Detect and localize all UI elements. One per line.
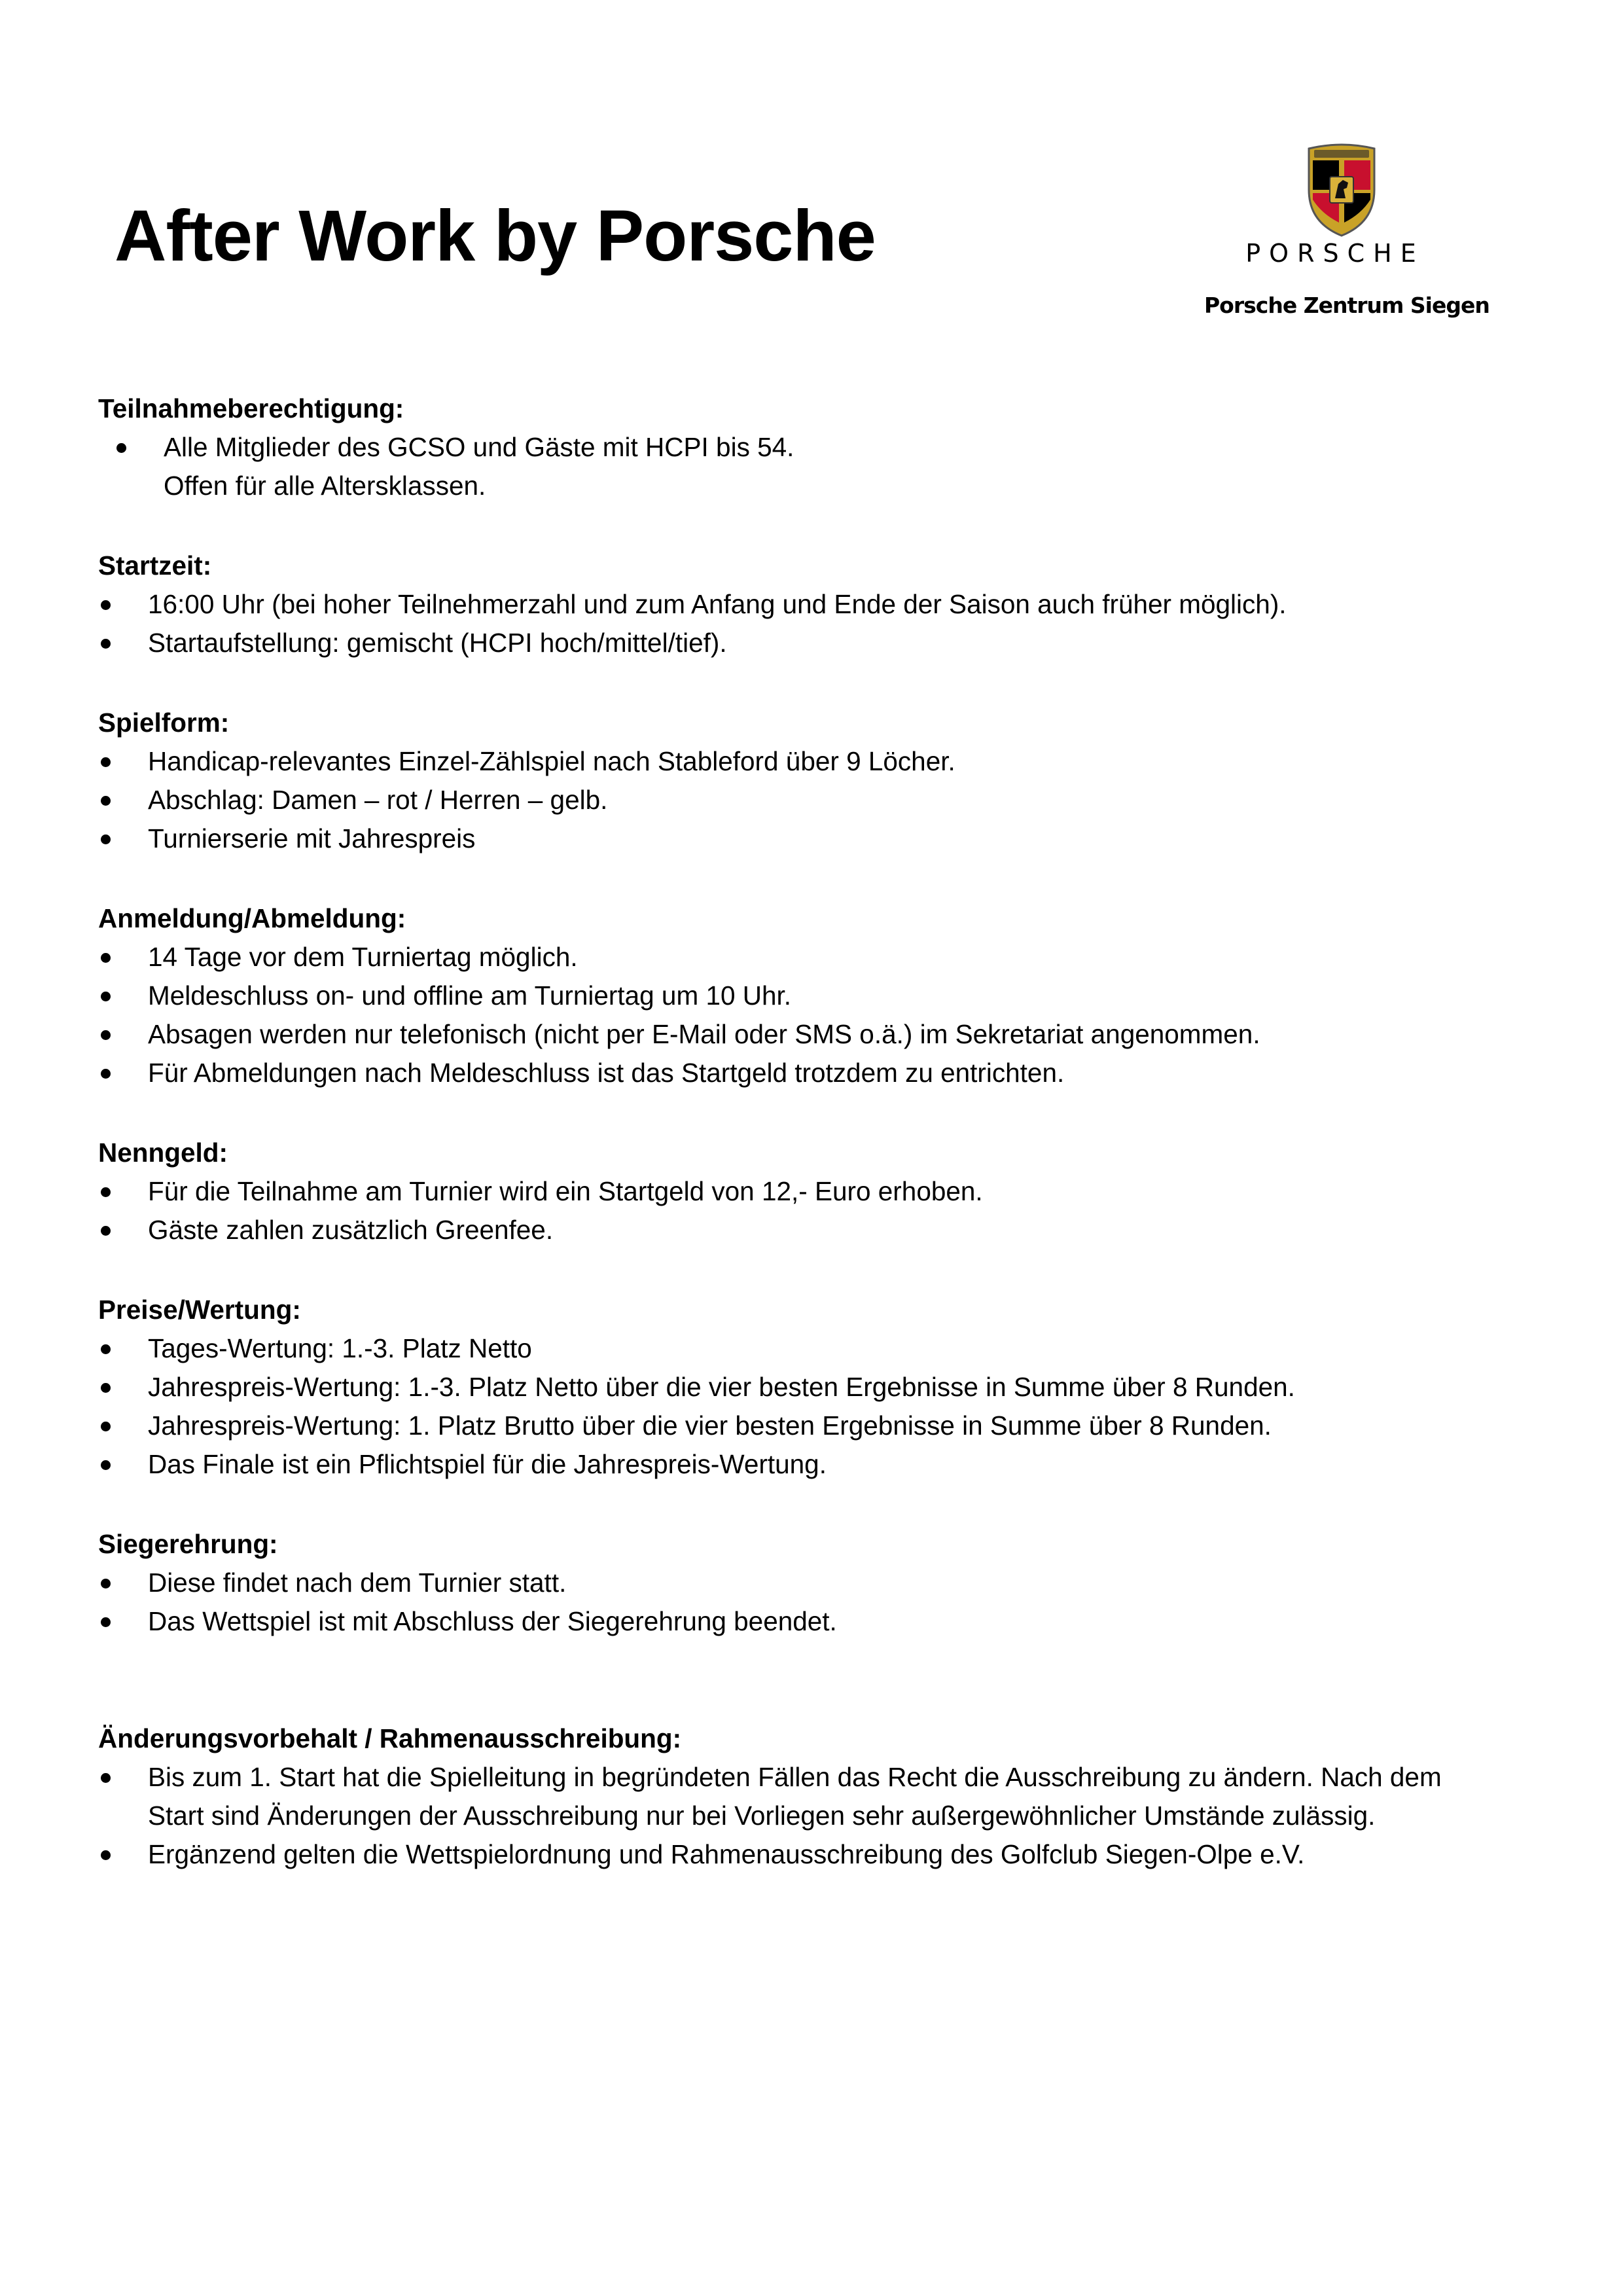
section (98, 547, 1525, 662)
list-item-text: Ergänzend gelten die Wettspielordnung und Rahmenausschreibung des Golfclub Siegen-Olpe e.V. (148, 1839, 1305, 1869)
list-item (98, 1054, 1525, 1092)
bullet-list (98, 742, 1525, 858)
dealer-name: Porsche Zentrum Siegen (1204, 293, 1489, 318)
list-item (98, 938, 1525, 977)
list-item-text: Tages-Wertung: 1.-3. Platz Netto (148, 1333, 532, 1363)
section (98, 1525, 1525, 1641)
section-heading: Startzeit: (98, 550, 212, 581)
list-item-text: Turnierserie mit Jahrespreis (148, 823, 476, 853)
section-heading: Spielform: (98, 708, 230, 738)
list-item-text: Jahrespreis-Wertung: 1.-3. Platz Netto über die vier besten Ergebnisse in Summe über 8 Runden. (148, 1372, 1295, 1402)
list-item-text: Absagen werden nur telefonisch (nicht per E-Mail oder SMS o.ä.) im Sekretariat angenommen. (148, 1019, 1260, 1049)
section-heading: Teilnahmeberechtigung: (98, 393, 404, 423)
list-item-text: Diese findet nach dem Turnier statt. (148, 1568, 567, 1598)
section-heading: Anmeldung/Abmeldung: (98, 903, 406, 933)
list-item-text: Start sind Änderungen der Ausschreibung nur bei Vorliegen sehr außergewöhnlicher Umstände zulässig. (148, 1801, 1376, 1831)
section (98, 1719, 1525, 1874)
list-item-text: Abschlag: Damen – rot / Herren – gelb. (148, 785, 608, 815)
list-item (98, 1368, 1525, 1407)
porsche-wordmark: PORSCHE (1245, 239, 1425, 268)
list-item-text: Alle Mitglieder des GCSO und Gäste mit HCPI bis 54. (164, 432, 794, 462)
list-item-text: Gäste zahlen zusätzlich Greenfee. (148, 1215, 554, 1245)
list-item (98, 1602, 1525, 1641)
list-item (98, 742, 1525, 781)
section-heading: Nenngeld: (98, 1138, 228, 1168)
list-item-text: 16:00 Uhr (bei hoher Teilnehmerzahl und zum Anfang und Ende der Saison auch früher möglich). (148, 589, 1287, 619)
bullet-list (98, 585, 1525, 662)
section (98, 899, 1525, 1092)
page-title: After Work by Porsche (115, 196, 876, 276)
porsche-logo (1204, 141, 1489, 324)
bullet-list (98, 1172, 1525, 1249)
bullet-list (98, 1564, 1525, 1641)
list-item (98, 624, 1525, 662)
document-body (98, 389, 1525, 1915)
section-heading: Änderungsvorbehalt / Rahmenausschreibung: (98, 1723, 682, 1753)
list-item (98, 781, 1525, 819)
list-item (98, 977, 1525, 1015)
list-item (98, 1445, 1525, 1484)
list-item (98, 1172, 1525, 1211)
list-item-text: Das Finale ist ein Pflichtspiel für die Jahrespreis-Wertung. (148, 1449, 827, 1479)
list-item-text: Bis zum 1. Start hat die Spielleitung in begründeten Fällen das Recht die Ausschreibung zu ändern. Nach dem (148, 1762, 1442, 1792)
list-item (98, 1329, 1525, 1368)
bullet-list (98, 1329, 1525, 1484)
list-item-text: Handicap-relevantes Einzel-Zählspiel nach Stableford über 9 Löcher. (148, 746, 955, 776)
list-item (98, 819, 1525, 858)
section (98, 1134, 1525, 1249)
list-item-text: Meldeschluss on- und offline am Turniertag um 10 Uhr. (148, 980, 792, 1011)
list-item (98, 1211, 1525, 1249)
section-heading: Siegerehrung: (98, 1529, 278, 1559)
list-item (98, 1407, 1525, 1445)
section (98, 704, 1525, 858)
list-item-text: Jahrespreis-Wertung: 1. Platz Brutto über die vier besten Ergebnisse in Summe über 8 Runden. (148, 1410, 1272, 1441)
section-heading: Preise/Wertung: (98, 1295, 301, 1325)
list-item (98, 585, 1525, 624)
list-item-text: Offen für alle Altersklassen. (164, 471, 486, 501)
bullet-list (98, 428, 1525, 505)
list-item-text: Für die Teilnahme am Turnier wird ein Startgeld von 12,- Euro erhoben. (148, 1176, 983, 1206)
list-item-text: Startaufstellung: gemischt (HCPI hoch/mittel/tief). (148, 628, 727, 658)
list-item (98, 428, 1525, 505)
list-item-text: Für Abmeldungen nach Meldeschluss ist das Startgeld trotzdem zu entrichten. (148, 1058, 1065, 1088)
section (98, 389, 1525, 505)
bullet-list (98, 1758, 1525, 1874)
list-item-text: Das Wettspiel ist mit Abschluss der Siegerehrung beendet. (148, 1606, 837, 1636)
section (98, 1291, 1525, 1484)
list-item (98, 1758, 1525, 1835)
list-item-text: 14 Tage vor dem Turniertag möglich. (148, 942, 578, 972)
list-item (98, 1015, 1525, 1054)
list-item (98, 1835, 1525, 1874)
list-item (98, 1564, 1525, 1602)
porsche-crest-icon (1302, 141, 1381, 239)
bullet-list (98, 938, 1525, 1092)
